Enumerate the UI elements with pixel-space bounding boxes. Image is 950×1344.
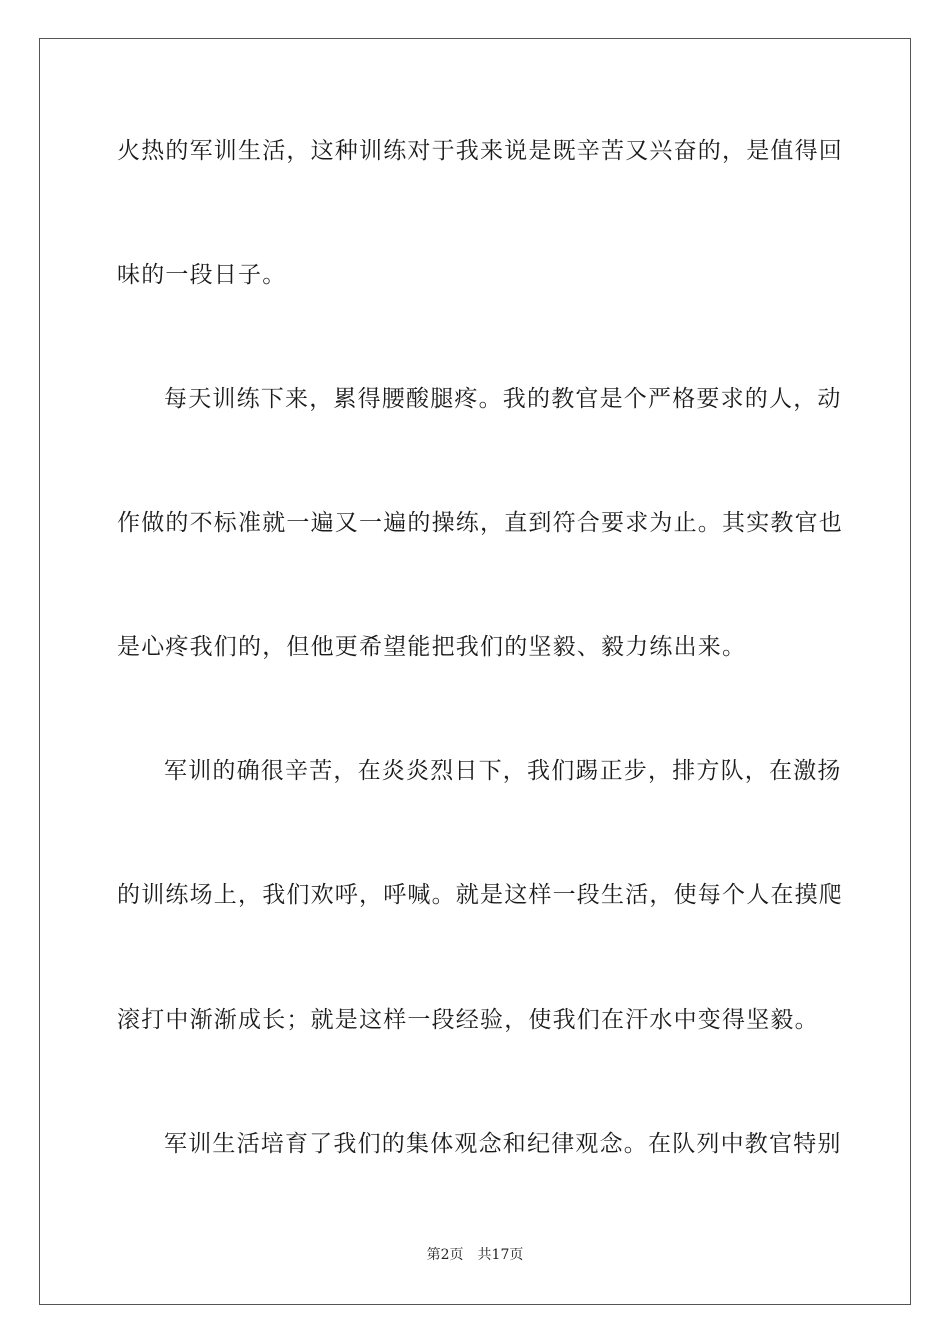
text-line: 的训练场上，我们欢呼，呼喊。就是这样一段生活，使每个人在摸爬 [117,882,843,908]
text-line: 军训的确很辛苦，在炎炎烈日下，我们踢正步，排方队，在激扬 [164,758,842,784]
text-line: 火热的军训生活，这种训练对于我来说是既辛苦又兴奋的，是值得回 [117,138,843,164]
text-line: 是心疼我们的，但他更希望能把我们的坚毅、毅力练出来。 [117,634,747,660]
text-line: 军训生活培育了我们的集体观念和纪律观念。在队列中教官特别 [164,1131,842,1157]
page-frame [39,38,911,1305]
page-footer [0,1245,950,1265]
page-total: 共17页 [477,1247,524,1263]
text-line: 味的一段日子。 [117,262,287,288]
text-line: 作做的不标准就一遍又一遍的操练，直到符合要求为止。其实教官也 [117,510,843,536]
page-number: 第2页 [426,1247,464,1263]
text-line: 每天训练下来，累得腰酸腿疼。我的教官是个严格要求的人，动 [164,386,842,412]
text-line: 滚打中渐渐成长；就是这样一段经验，使我们在汗水中变得坚毅。 [117,1007,819,1033]
